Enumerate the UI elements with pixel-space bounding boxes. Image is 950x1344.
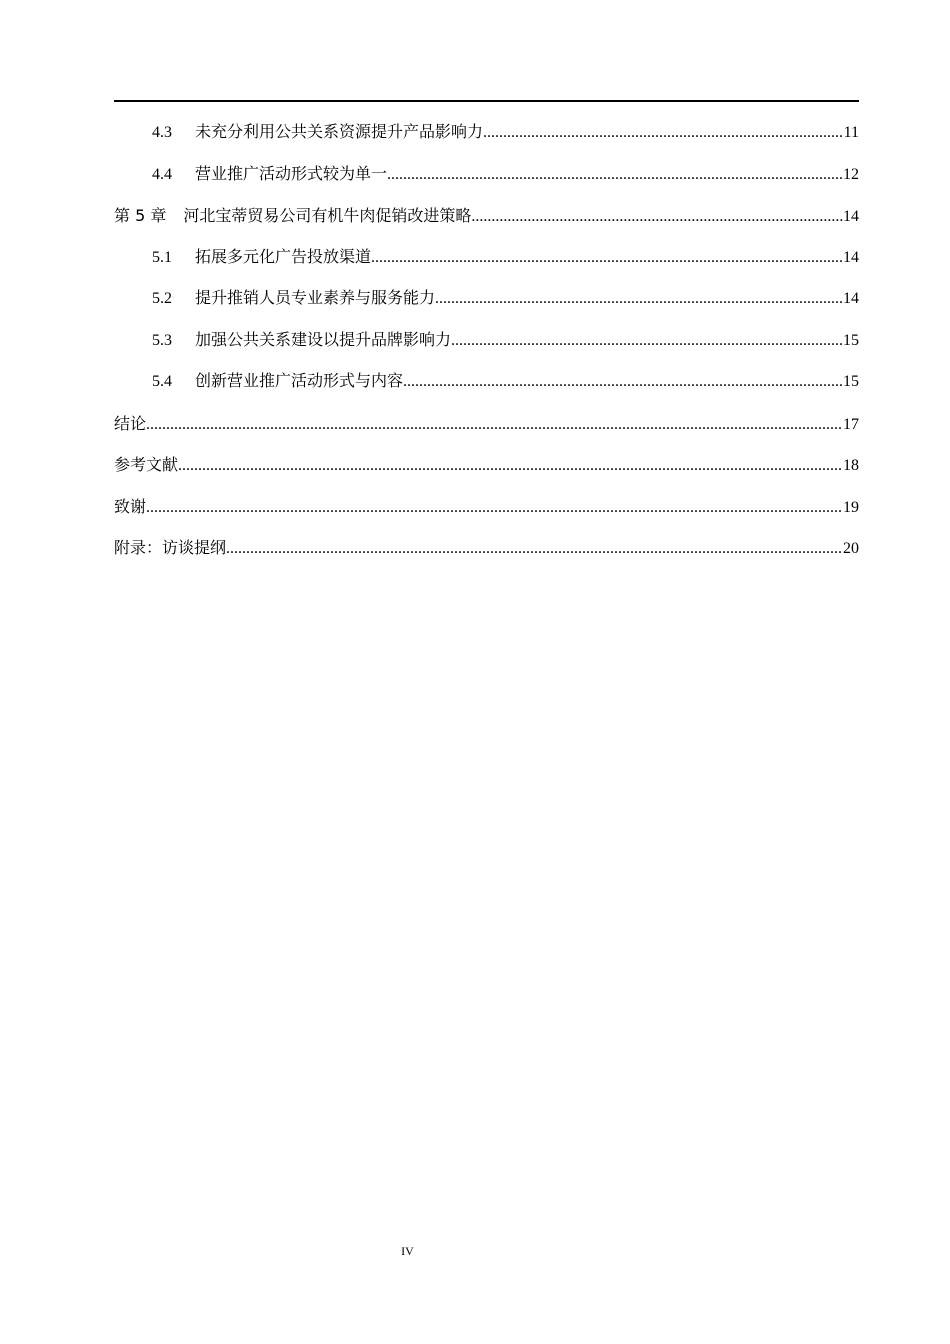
dot-leader xyxy=(226,528,843,570)
toc-entry-references[interactable] xyxy=(114,444,859,486)
toc-page-number: 11 xyxy=(843,124,859,141)
toc-entry-4-4[interactable] xyxy=(114,154,859,196)
toc-entry-text xyxy=(114,195,471,237)
toc-entry-text xyxy=(152,278,435,320)
dot-leader xyxy=(435,278,843,320)
toc-entry-5-2[interactable] xyxy=(114,278,859,320)
toc-page-number: 15 xyxy=(843,373,859,390)
toc-page-number: 14 xyxy=(843,208,859,225)
toc-entry-number: 4.3 xyxy=(152,124,172,141)
toc-entry-chapter-5[interactable] xyxy=(114,195,859,237)
toc-entry-title: 参考文献 xyxy=(114,455,179,474)
toc-entry-text xyxy=(152,112,483,154)
toc-page-number: 20 xyxy=(843,540,859,557)
toc-page-number: 14 xyxy=(843,248,859,266)
toc-chapter-number: 第 5 章 xyxy=(114,206,167,225)
dot-leader xyxy=(371,237,843,279)
page-number-footer: IV xyxy=(401,1244,414,1258)
dot-leader xyxy=(471,196,843,238)
toc-entry-5-4[interactable] xyxy=(114,361,859,403)
dot-leader xyxy=(146,487,843,529)
toc-entry-number: 4.4 xyxy=(152,165,172,183)
toc-entry-title: 致谢 xyxy=(114,496,147,516)
toc-entry-acknowledgements[interactable] xyxy=(114,486,859,528)
toc-entry-title: 营业推广活动形式较为单一 xyxy=(195,165,388,183)
dot-leader xyxy=(146,404,843,446)
toc-entry-5-3[interactable] xyxy=(114,320,859,362)
toc-entry-title: 加强公共关系建设以提升品牌影响力 xyxy=(195,331,452,349)
toc-page-number: 12 xyxy=(843,165,859,183)
toc-entry-title: 拓展多元化广告投放渠道 xyxy=(195,248,372,266)
dot-leader xyxy=(178,445,843,487)
toc-page-number: 14 xyxy=(843,290,859,307)
toc-entry-number: 5.4 xyxy=(152,373,172,390)
toc-entry-title: 附录：访谈提纲 xyxy=(114,538,227,557)
toc-page-number: 15 xyxy=(843,331,859,349)
toc-entry-text xyxy=(152,361,403,403)
toc-entry-title: 河北宝蒂贸易公司有机牛肉促销改进策略 xyxy=(183,206,472,225)
toc-entry-number: 5.3 xyxy=(152,331,172,349)
toc-entry-title: 未充分利用公共关系资源提升产品影响力 xyxy=(195,124,484,141)
toc-entry-title: 提升推销人员专业素养与服务能力 xyxy=(195,290,436,307)
dot-leader xyxy=(403,361,843,403)
dot-leader xyxy=(483,112,844,154)
toc-entry-text xyxy=(152,320,451,362)
table-of-contents xyxy=(114,112,859,569)
toc-entry-text xyxy=(152,154,387,196)
dot-leader xyxy=(387,154,843,196)
toc-entry-appendix[interactable] xyxy=(114,527,859,569)
toc-entry-number: 5.1 xyxy=(152,248,172,266)
toc-entry-number: 5.2 xyxy=(152,290,172,307)
toc-page-number: 17 xyxy=(843,415,859,433)
dot-leader xyxy=(451,320,843,362)
header-rule xyxy=(114,100,859,102)
toc-entry-conclusion[interactable] xyxy=(114,403,859,445)
toc-entry-4-3[interactable] xyxy=(114,112,859,154)
toc-page-number: 19 xyxy=(843,498,859,516)
toc-entry-title: 结论 xyxy=(114,413,147,433)
toc-entry-5-1[interactable] xyxy=(114,237,859,279)
toc-entry-text xyxy=(152,237,371,279)
toc-page-number: 18 xyxy=(843,457,859,474)
toc-entry-title: 创新营业推广活动形式与内容 xyxy=(195,373,404,390)
